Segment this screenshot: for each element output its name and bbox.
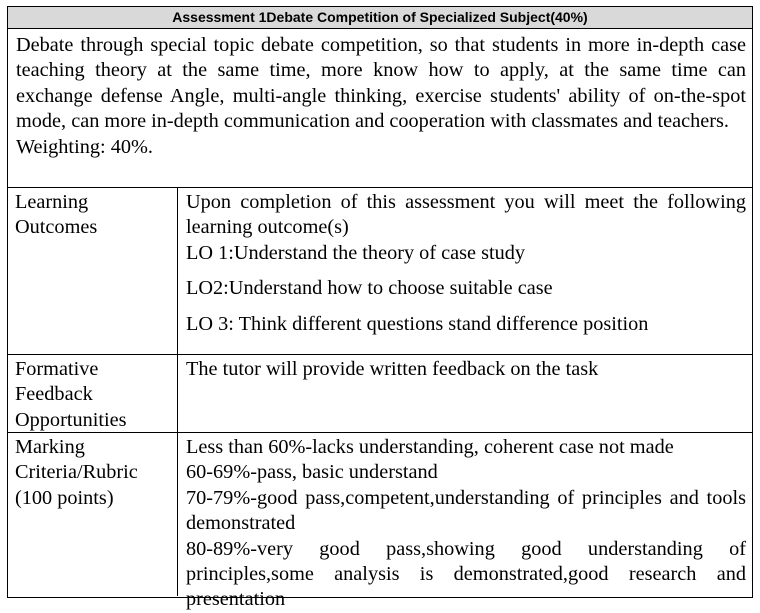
assessment-description-cell (8, 29, 752, 188)
marking-criteria-item: 70-79%-good pass,competent,understanding of principles and tools demonstrated (186, 486, 746, 535)
marking-criteria-item: 60-69%-pass, basic understand (186, 461, 438, 484)
assessment-table (7, 6, 753, 611)
marking-criteria-content (178, 433, 752, 611)
marking-criteria-label-line: (100 points) (15, 486, 114, 509)
learning-outcomes-label-line: Learning (15, 191, 89, 213)
formative-feedback-label (8, 355, 178, 432)
assessment-description: Debate through special topic debate competition, so that students in more in-depth case teaching theory at the same time, more know how to apply, at the same time can exchange defense Angle, multi-angle thinking, exercise students' ability of on-the-spot mode, can more in-depth communication and cooperation with classmates and teachers. (16, 34, 746, 133)
learning-outcomes-label-line: Outcomes (15, 216, 98, 239)
marking-criteria-label-line: Criteria/Rubric (15, 461, 138, 484)
formative-feedback-content (178, 355, 752, 432)
learning-outcome-item: LO 3: Think different questions stand difference position (186, 312, 649, 335)
formative-feedback-row (8, 355, 752, 433)
weighting-text: Weighting: 40%. (16, 135, 153, 158)
formative-feedback-label-line: Formative (15, 358, 99, 380)
marking-criteria-label-line: Marking (15, 436, 85, 458)
learning-outcome-item: LO 1:Understand the theory of case study (186, 241, 526, 264)
learning-outcomes-content (178, 188, 752, 354)
marking-criteria-item: 80-89%-very good pass,showing good understanding of principles,some analysis is demonstrated,good research and presentation (186, 537, 746, 611)
marking-criteria-label (8, 433, 178, 596)
marking-criteria-item: Less than 60%-lacks understanding, coherent case not made (186, 436, 674, 458)
formative-feedback-label-line: Feedback (15, 383, 93, 406)
marking-criteria-row (8, 433, 752, 611)
formative-feedback-text: The tutor will provide written feedback on the task (186, 358, 599, 380)
learning-outcomes-intro: Upon completion of this assessment you will meet the following learning outcome(s) (186, 191, 746, 239)
learning-outcome-item: LO2:Understand how to choose suitable case (186, 277, 553, 300)
learning-outcomes-row (8, 188, 752, 355)
learning-outcomes-label (8, 188, 178, 354)
assessment-title: Assessment 1Debate Competition of Specialized Subject(40%) (8, 7, 752, 29)
formative-feedback-label-line: Opportunities (15, 408, 127, 431)
